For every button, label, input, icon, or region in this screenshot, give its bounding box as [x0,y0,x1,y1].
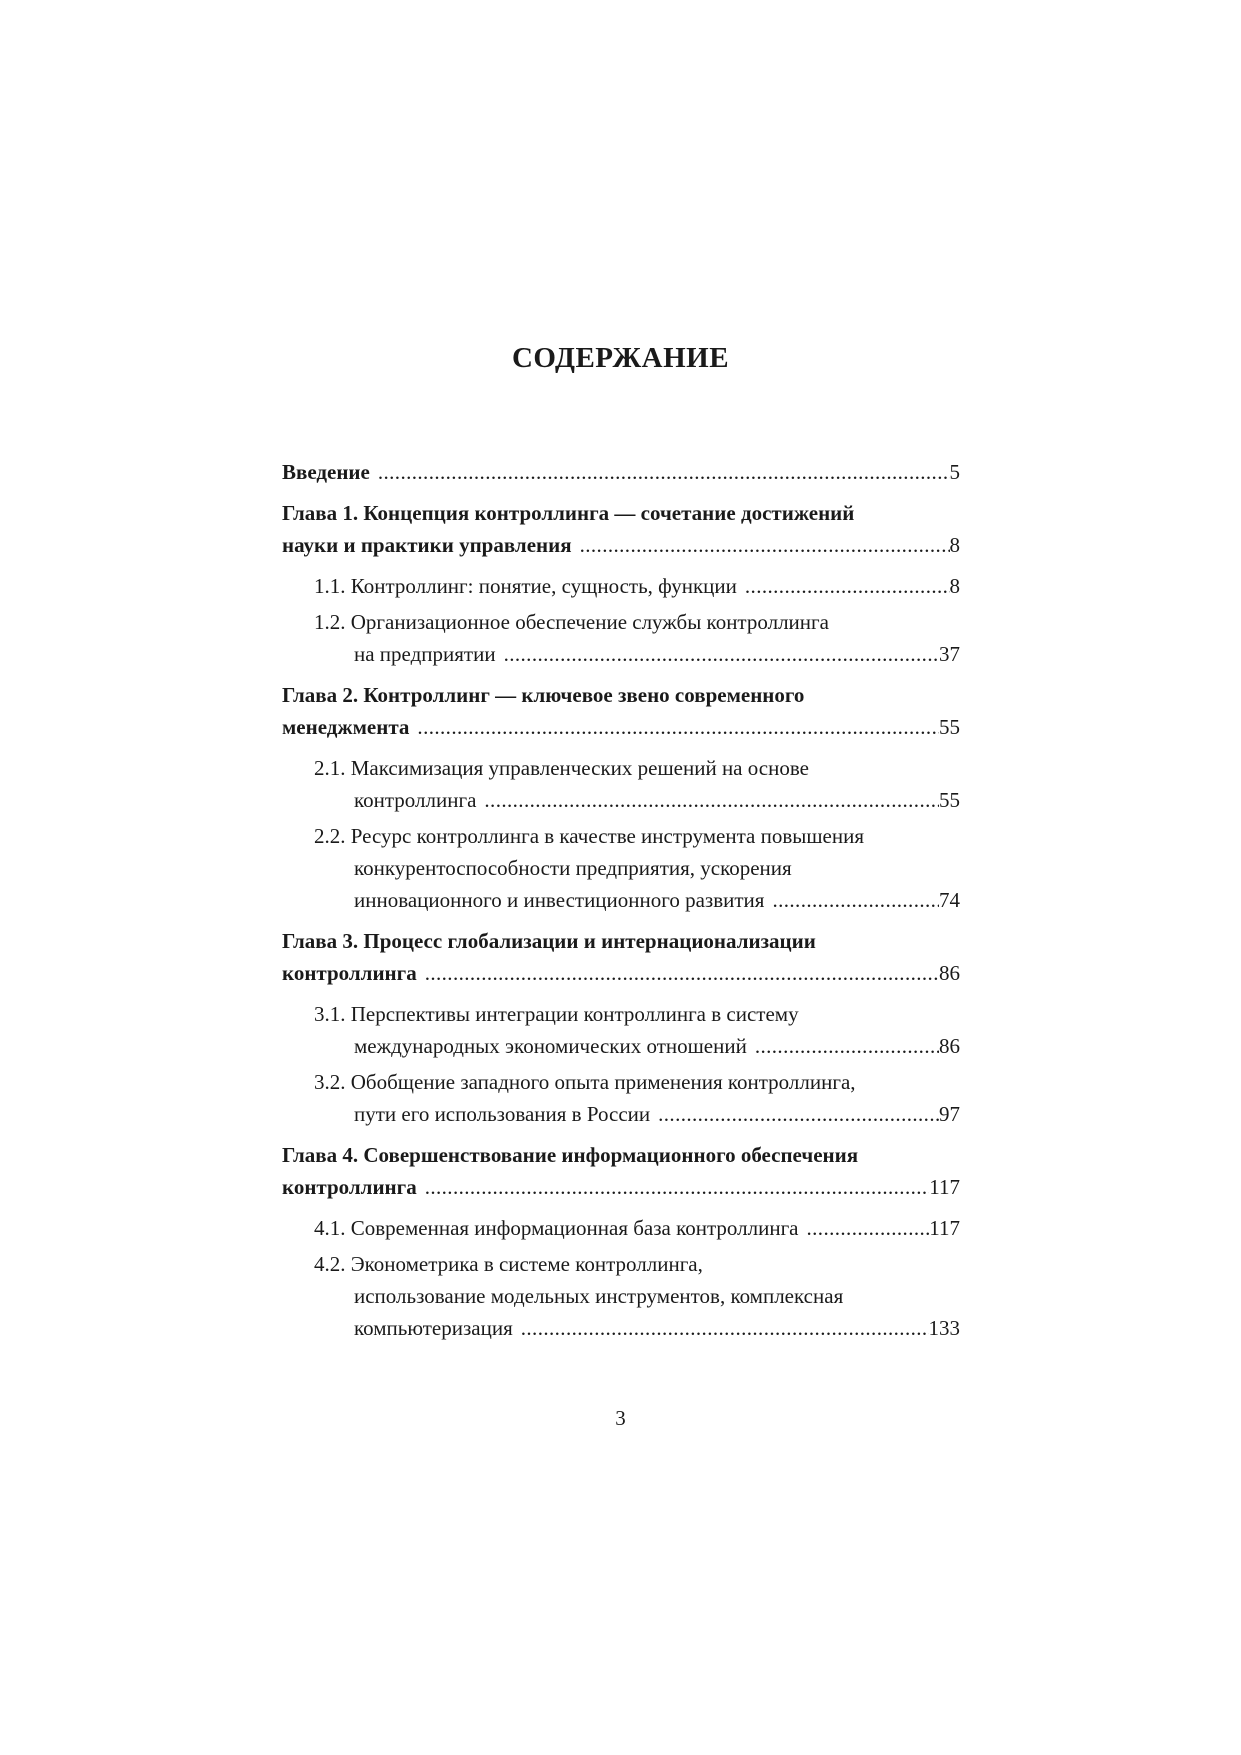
page-number: 3 [615,1406,626,1430]
toc-entry-chapter-3[interactable]: Глава 3. Процесс глобализации и интернационализации контроллинга ..... 86 [282,925,960,989]
toc-entry-section-1-2[interactable]: 1.2. Организационное обеспечение службы контроллинга на предприятии ..... 37 [282,606,960,670]
toc-entry-section-1-1[interactable]: 1.1. Контроллинг: понятие, сущность, функции ..... 8 [282,570,960,602]
toc-entry-section-3-1[interactable]: 3.1. Перспективы интеграции контроллинга в систему международных экономических отношений ..... 86 [282,998,960,1062]
page-title: СОДЕРЖАНИЕ [511,342,730,374]
toc-entry-section-4-1[interactable]: 4.1. Современная информационная база контроллинга ..... 117 [282,1212,960,1244]
toc-entry-chapter-1[interactable]: Глава 1. Концепция контроллинга — сочетание достижений науки и практики управления ..... 8 [282,497,960,561]
toc-entry-section-3-2[interactable]: 3.2. Обобщение западного опыта применения контроллинга, пути его использования в России ..... 97 [282,1066,960,1130]
toc-entry-chapter-4[interactable]: Глава 4. Совершенствование информационного обеспечения контроллинга ..... 117 [282,1139,960,1203]
toc-entry-introduction[interactable]: Введение ..... 5 [282,456,960,488]
table-of-contents [282,456,960,1344]
toc-entry-section-4-2[interactable]: 4.2. Эконометрика в системе контроллинга, использование модельных инструментов, комплексная компьютеризация ..... 133 [282,1248,960,1344]
toc-entry-chapter-2[interactable]: Глава 2. Контроллинг — ключевое звено современного менеджмента ..... 55 [282,679,960,743]
toc-entry-section-2-2[interactable]: 2.2. Ресурс контроллинга в качестве инструмента повышения конкурентоспособности предприятия, ускорения инновационного и инвестиционного развития ..... 74 [282,820,960,916]
toc-entry-section-2-1[interactable]: 2.1. Максимизация управленческих решений на основе контроллинга ..... 55 [282,752,960,816]
